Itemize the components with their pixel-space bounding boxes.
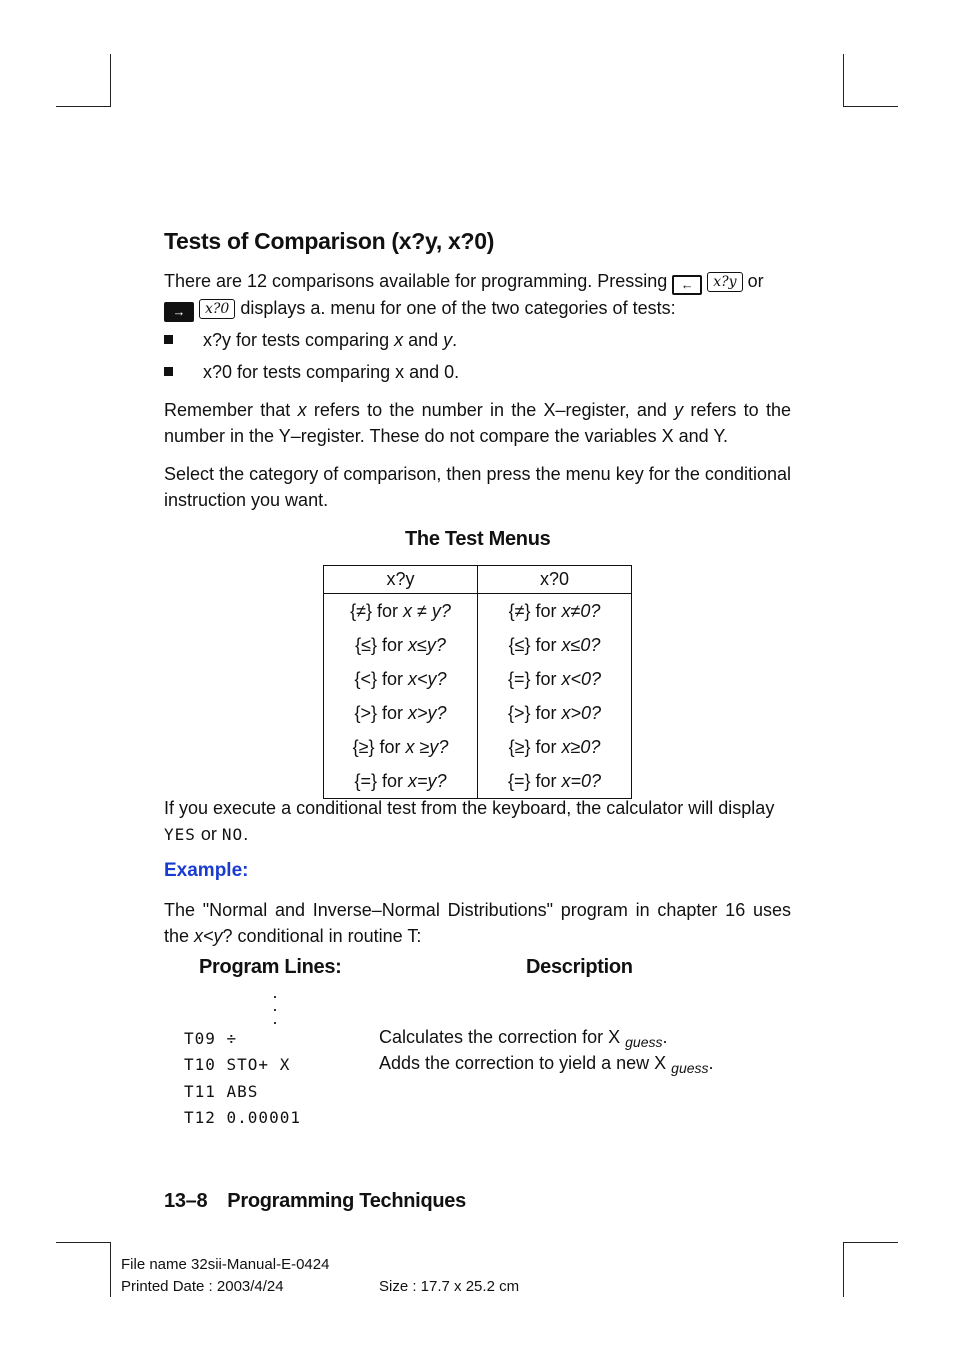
column-header: x?y [324,566,478,594]
ellipsis-dot [274,1022,276,1024]
crop-mark [843,1242,844,1297]
text: . [708,1053,714,1073]
table-row [324,594,632,629]
table-cell [324,628,478,662]
bullet-item-x0 [164,359,459,385]
line-description [379,1027,668,1050]
table-cell [478,764,632,799]
menu-key: {>} for [507,702,562,723]
lcd-yes: YES [164,825,196,844]
condition: x=y? [408,770,447,791]
crop-mark [843,106,898,107]
ellipsis-dot [274,996,276,998]
bullet-item-xy [164,327,457,353]
file-name: File name 32sii-Manual-E-0424 [121,1256,330,1273]
lcd-no: NO [221,825,244,844]
left-shift-key-icon: ← [672,275,702,295]
intro-or: or [747,271,764,291]
condition: x<0? [561,668,602,689]
table-cell [324,594,478,629]
example-paragraph [164,897,791,949]
var-x: x [394,330,404,350]
table-row [324,696,632,730]
condition: x≤y? [408,634,446,655]
menu-key: {≥} for [508,736,562,757]
text: Adds the correction to yield a new X [379,1053,672,1073]
text: If you execute a conditional test from the keyboard, the calculator will display [164,798,775,818]
program-lines-header: Program Lines: [199,956,342,978]
menu-key: {<} for [354,668,408,689]
condition: x ≠ y? [403,600,451,621]
crop-mark [56,1242,110,1243]
text: . [662,1027,668,1047]
keyboard-paragraph [164,795,791,848]
table-cell [478,662,632,696]
section-heading: Tests of Comparison (x?y, x?0) [164,228,495,254]
crop-mark [843,54,844,107]
crop-mark [843,1242,898,1243]
table-caption: The Test Menus [405,528,551,550]
text: . [243,824,249,844]
table-row [324,662,632,696]
table-row [324,628,632,662]
intro-paragraph [164,268,791,322]
table-cell [478,730,632,764]
program-line: T10 STO+ X [184,1055,291,1074]
page-size: Size : 17.7 x 25.2 cm [379,1278,520,1295]
example-label: Example: [164,860,249,881]
program-line: T12 0.00001 [184,1108,301,1127]
crop-mark [56,106,110,107]
text: Remember that [164,400,298,420]
menu-key: {≠} for [350,600,403,621]
menu-key: {≠} for [508,600,562,621]
table-cell [478,594,632,629]
text: refers to the number in the Y–register. These do not compare the variables X and Y. [164,400,791,446]
menu-key: {≤} for [355,634,409,655]
table-row [324,730,632,764]
intro-text-2: displays a. menu for one of the two categories of tests: [240,298,676,318]
table-cell [324,696,478,730]
column-header: x?0 [478,566,632,594]
table-cell [478,696,632,730]
menu-key: {=} for [507,770,562,791]
table-cell [324,764,478,799]
bullet-text: . [452,330,458,350]
page-number: 13–8 [164,1190,208,1212]
menu-key: {≥} for [352,736,406,757]
page-footer [164,1190,466,1213]
section-name: Programming Techniques [227,1190,466,1212]
condition: x=0? [561,770,602,791]
menu-key: {≤} for [508,634,562,655]
menu-key: {>} for [354,702,408,723]
text: ? conditional in routine T: [222,926,422,946]
crop-mark [110,1242,111,1297]
table-cell [324,662,478,696]
condition: x<y? [408,668,447,689]
test-menus-table [323,565,632,799]
condition: x ≥y? [405,736,449,757]
text: Calculates the correction for X [379,1027,626,1047]
condition: x≠0? [561,600,601,621]
intro-text: There are 12 comparisons available for programming. Pressing [164,271,668,291]
description-header: Description [526,956,633,978]
program-line: T11 ABS [184,1082,259,1101]
var-x: x [297,400,307,420]
table-cell [324,730,478,764]
bullet-text: x?0 for tests comparing x and 0. [203,362,460,382]
text: refers to the number in the X–register, and [306,400,675,420]
remember-paragraph [164,397,791,449]
x-compare-y-key: x?y [707,272,742,292]
bullet-text: x?y for tests comparing [203,330,395,350]
menu-key: {=} for [507,668,562,689]
condition: x≤0? [561,634,601,655]
text: The "Normal and Inverse–Normal Distributions" program in chapter 16 uses the [164,900,791,946]
bullet-square-icon [164,367,173,376]
condition: x<y [194,926,223,946]
condition: x>0? [561,702,602,723]
x-compare-0-key: x?0 [199,299,235,319]
var-y: y [443,330,453,350]
ellipsis-dot [274,1009,276,1011]
right-shift-key-icon: → [164,302,194,322]
table-row [324,764,632,799]
subscript: guess [625,1034,663,1050]
condition: x>y? [408,702,447,723]
subscript: guess [671,1060,709,1076]
crop-mark [110,54,111,107]
table-header-row [324,566,632,594]
var-y: y [674,400,684,420]
line-description [379,1053,714,1076]
bullet-text: and [403,330,444,350]
program-line: T09 ÷ [184,1029,238,1048]
condition: x≥0? [561,736,601,757]
table-cell [478,628,632,662]
select-paragraph: Select the category of comparison, then press the menu key for the conditional instruction you want. [164,464,791,510]
text: or [195,824,222,844]
menu-key: {=} for [354,770,408,791]
printed-date: Printed Date : 2003/4/24 [121,1278,284,1295]
bullet-square-icon [164,335,173,344]
